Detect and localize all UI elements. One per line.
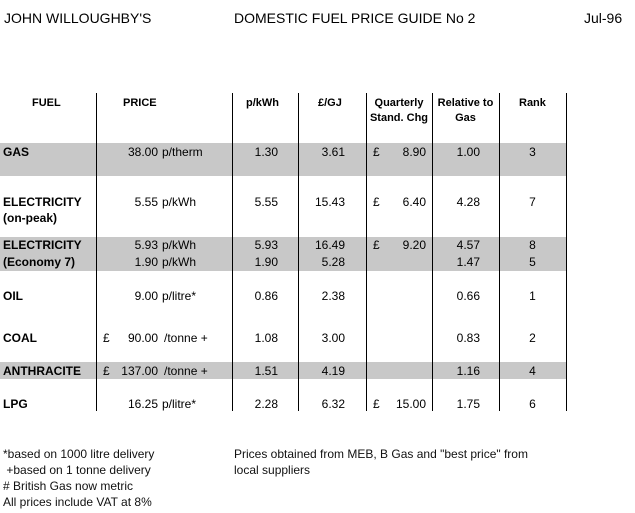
pkwh-value: 2.28 xyxy=(254,397,278,411)
price-value: 137.00 xyxy=(121,364,158,378)
price-unit: p/litre* xyxy=(162,289,197,303)
pkwh-value: 1.30 xyxy=(254,145,278,159)
quarterly-value: 6.40 xyxy=(402,195,426,209)
footnote-litre: *based on 1000 litre delivery xyxy=(3,447,155,461)
quarterly-value: 9.20 xyxy=(402,238,426,252)
relative-value: 1.75 xyxy=(456,397,480,411)
pkwh-value: 5.93 xyxy=(254,238,278,252)
shade-economy7 xyxy=(0,237,567,271)
rank-value: 5 xyxy=(529,255,536,269)
rank-value: 7 xyxy=(529,195,536,209)
quarterly-currency: £ xyxy=(373,145,380,159)
price-value: 16.25 xyxy=(127,397,158,411)
gj-value: 6.32 xyxy=(321,397,345,411)
col-header-quarterly-sub: Stand. Chg xyxy=(369,112,429,124)
price-unit: p/kWh xyxy=(162,238,197,252)
relative-value: 4.57 xyxy=(456,238,480,252)
col-header-pkwh: p/kWh xyxy=(246,97,279,109)
gj-value: 3.61 xyxy=(321,145,345,159)
footnote-metric: # British Gas now metric xyxy=(3,479,134,493)
price-value: 90.00 xyxy=(127,331,158,345)
quarterly-currency: £ xyxy=(373,397,380,411)
price-value: 1.90 xyxy=(134,255,158,269)
price-unit: /tonne + xyxy=(164,331,208,345)
footnote-vat: All prices include VAT at 8% xyxy=(3,495,152,509)
pkwh-value: 1.08 xyxy=(254,331,278,345)
rank-value: 2 xyxy=(529,331,536,345)
fuel-name: ANTHRACITE xyxy=(3,364,81,378)
col-header-quarterly: Quarterly xyxy=(374,97,424,109)
rank-value: 6 xyxy=(529,397,536,411)
price-unit: /tonne + xyxy=(164,364,208,378)
relative-value: 1.16 xyxy=(456,364,480,378)
shade-anthracite xyxy=(0,362,567,379)
fuel-name: ELECTRICITY xyxy=(3,195,82,209)
pkwh-value: 1.90 xyxy=(254,255,278,269)
quarterly-value: 15.00 xyxy=(395,397,426,411)
footnote-tonne: +based on 1 tonne delivery xyxy=(3,463,151,477)
gj-value: 4.19 xyxy=(321,364,345,378)
col-header-relative-sub: Gas xyxy=(455,112,476,124)
fuel-name: GAS xyxy=(3,145,30,159)
relative-value: 0.66 xyxy=(456,289,480,303)
relative-value: 1.47 xyxy=(456,255,480,269)
gj-value: 15.43 xyxy=(314,195,345,209)
price-unit: p/kWh xyxy=(162,255,197,269)
gj-value: 5.28 xyxy=(321,255,345,269)
document-title: DOMESTIC FUEL PRICE GUIDE No 2 xyxy=(234,10,476,26)
price-unit: p/kWh xyxy=(162,195,197,209)
price-value: 38.00 xyxy=(127,145,158,159)
author-title: JOHN WILLOUGHBY'S xyxy=(4,10,152,26)
source-note: Prices obtained from MEB, B Gas and "best price" from xyxy=(234,447,528,461)
source-note-continued: local suppliers xyxy=(234,463,311,477)
pkwh-value: 5.55 xyxy=(254,195,278,209)
price-value: 9.00 xyxy=(134,289,158,303)
column-divider xyxy=(366,93,367,411)
rank-value: 4 xyxy=(529,364,536,378)
shade-gas xyxy=(0,143,567,176)
rank-value: 1 xyxy=(529,289,536,303)
rank-value: 8 xyxy=(529,238,536,252)
fuel-name: ELECTRICITY xyxy=(3,238,82,252)
relative-value: 1.00 xyxy=(456,145,480,159)
quarterly-currency: £ xyxy=(373,238,380,252)
gj-value: 16.49 xyxy=(314,238,345,252)
relative-value: 4.28 xyxy=(456,195,480,209)
column-divider xyxy=(96,93,97,411)
relative-value: 0.83 xyxy=(456,331,480,345)
col-header-rank: Rank xyxy=(519,97,546,109)
col-header-price: PRICE xyxy=(123,97,157,109)
price-unit: p/therm xyxy=(162,145,203,159)
pkwh-value: 1.51 xyxy=(254,364,278,378)
fuel-name: OIL xyxy=(3,289,23,303)
quarterly-currency: £ xyxy=(373,195,380,209)
fuel-name: COAL xyxy=(3,331,37,345)
gj-value: 2.38 xyxy=(321,289,345,303)
gj-value: 3.00 xyxy=(321,331,345,345)
pkwh-value: 0.86 xyxy=(254,289,278,303)
price-unit: p/litre* xyxy=(162,397,197,411)
col-header-relative: Relative to xyxy=(437,97,494,109)
rank-value: 3 xyxy=(529,145,536,159)
price-currency: £ xyxy=(103,364,110,378)
price-currency: £ xyxy=(103,331,110,345)
price-value: 5.55 xyxy=(134,195,158,209)
col-header-gj: £/GJ xyxy=(318,97,342,109)
fuel-subname: (on-peak) xyxy=(3,211,57,225)
column-divider xyxy=(566,93,567,411)
document-date: Jul-96 xyxy=(584,10,623,26)
quarterly-value: 8.90 xyxy=(402,145,426,159)
price-value: 5.93 xyxy=(134,238,158,252)
fuel-name: LPG xyxy=(3,397,28,411)
fuel-name: (Economy 7) xyxy=(3,255,76,269)
col-header-fuel: FUEL xyxy=(32,97,61,109)
